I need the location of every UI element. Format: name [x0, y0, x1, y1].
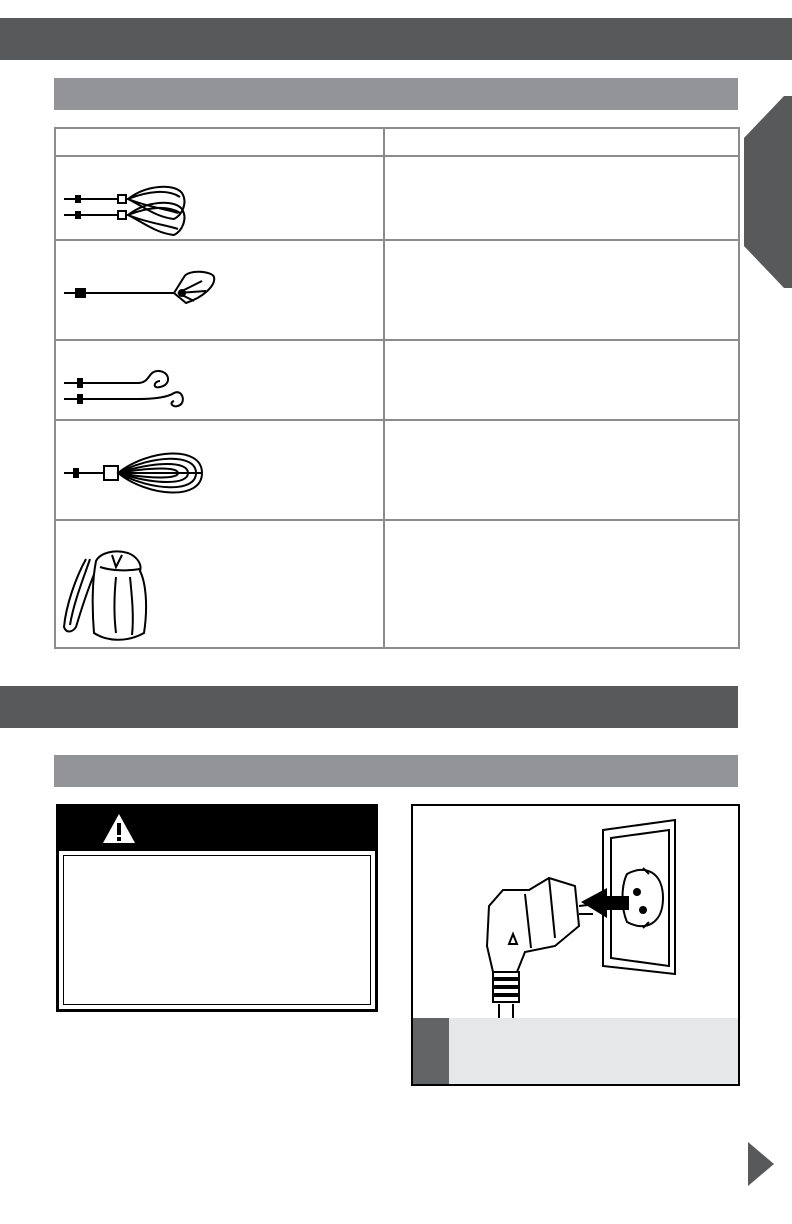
section-header-bar	[0, 18, 792, 60]
table-row	[55, 520, 739, 648]
table-cell-description	[384, 156, 739, 240]
chapter-side-tab	[744, 96, 792, 288]
accessories-table	[54, 127, 740, 649]
table-cell-description	[384, 420, 739, 520]
flat-beater-illustration	[56, 241, 385, 339]
warning-header	[59, 807, 375, 851]
warning-triangle-icon	[101, 812, 137, 846]
table-cell-description	[384, 340, 739, 420]
storage-bag-illustration	[56, 521, 385, 647]
table-header-cell-description	[384, 128, 739, 156]
subsection-header-bar-2	[54, 755, 738, 787]
next-page-arrow-icon[interactable]	[748, 1142, 774, 1186]
step-number-box	[413, 1018, 449, 1084]
table-row	[55, 340, 739, 420]
table-header-row	[55, 128, 739, 156]
table-row	[55, 420, 739, 520]
unplug-figure	[411, 804, 740, 1086]
section-header-bar-2	[0, 686, 738, 728]
dough-hooks-illustration	[56, 341, 385, 419]
beaters-pair-illustration	[56, 157, 385, 239]
table-cell-description	[384, 240, 739, 340]
table-row	[55, 240, 739, 340]
subsection-header-bar	[54, 78, 738, 110]
warning-box	[56, 804, 378, 1012]
wire-whisk-illustration	[56, 421, 385, 519]
table-header-cell-accessory	[55, 128, 384, 156]
unplug-illustration	[413, 806, 738, 1018]
warning-body	[63, 855, 371, 1005]
table-row	[55, 156, 739, 240]
table-cell-description	[384, 520, 739, 648]
figure-caption	[413, 1018, 738, 1084]
